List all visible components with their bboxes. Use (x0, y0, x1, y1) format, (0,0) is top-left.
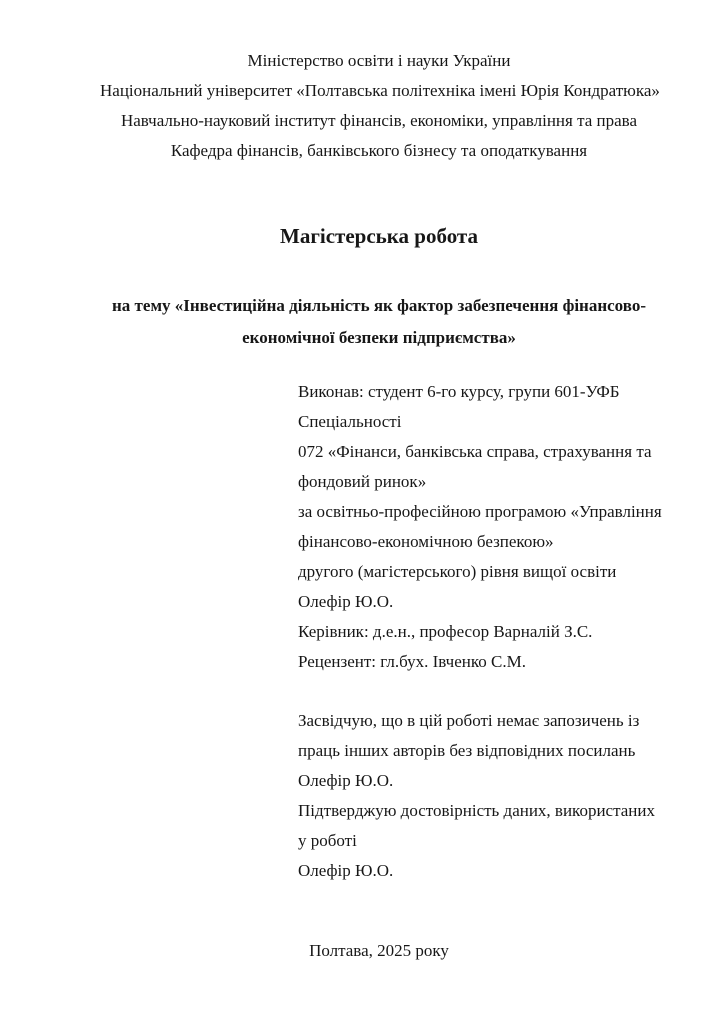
footer-block (100, 936, 658, 966)
specialty-code-line-1: 072 «Фінанси, банківська справа, страхування та (298, 442, 652, 461)
thesis-topic-block (100, 290, 658, 354)
author-details-block (298, 377, 688, 677)
data-validity-line-2: у роботі (298, 831, 357, 850)
thesis-topic-line-1: на тему «Інвестиційна діяльність як фактор забезпечення фінансово- (112, 296, 646, 315)
specialty-code-line-2: фондовий ринок» (298, 472, 427, 491)
thesis-type-title-block (100, 220, 658, 252)
author-name-line: Олефір Ю.О. (298, 592, 394, 611)
performer-line: Виконав: студент 6-го курсу, групи 601-УФБ (298, 382, 620, 401)
data-validity-line-1: Підтверджую достовірність даних, використаних (298, 801, 655, 820)
thesis-type-title: Магістерська робота (280, 224, 478, 248)
reviewer-line: Рецензент: гл.бух. Івченко С.М. (298, 652, 526, 671)
degree-level-line: другого (магістерського) рівня вищої освіти (298, 562, 617, 581)
program-line-2: фінансово-економічною безпекою» (298, 532, 554, 551)
integrity-statement-line-1: Засвідчую, що в цій роботі немає запозичень із (298, 711, 640, 730)
institution-header (100, 46, 658, 166)
integrity-statement-block (298, 706, 688, 886)
supervisor-line: Керівник: д.е.н., професор Варналій З.С. (298, 622, 593, 641)
integrity-statement-line-2: праць інших авторів без відповідних посилань (298, 741, 636, 760)
validity-signature-line: Олефір Ю.О. (298, 861, 394, 880)
thesis-topic-line-2: економічної безпеки підприємства» (242, 328, 516, 347)
institute-line: Навчально-науковий інститут фінансів, економіки, управління та права (120, 111, 638, 130)
university-line: Національний університет «Полтавська політехніка імені Юрія Кондратюка» (100, 81, 660, 100)
specialty-label-line: Спеціальності (298, 412, 402, 431)
ministry-line: Міністерство освіти і науки України (247, 51, 511, 70)
integrity-signature-line: Олефір Ю.О. (298, 771, 394, 790)
program-line-1: за освітньо-професійною програмою «Управління (298, 502, 662, 521)
place-year-line: Полтава, 2025 року (309, 941, 449, 960)
department-line: Кафедра фінансів, банківського бізнесу та оподаткування (170, 141, 588, 160)
